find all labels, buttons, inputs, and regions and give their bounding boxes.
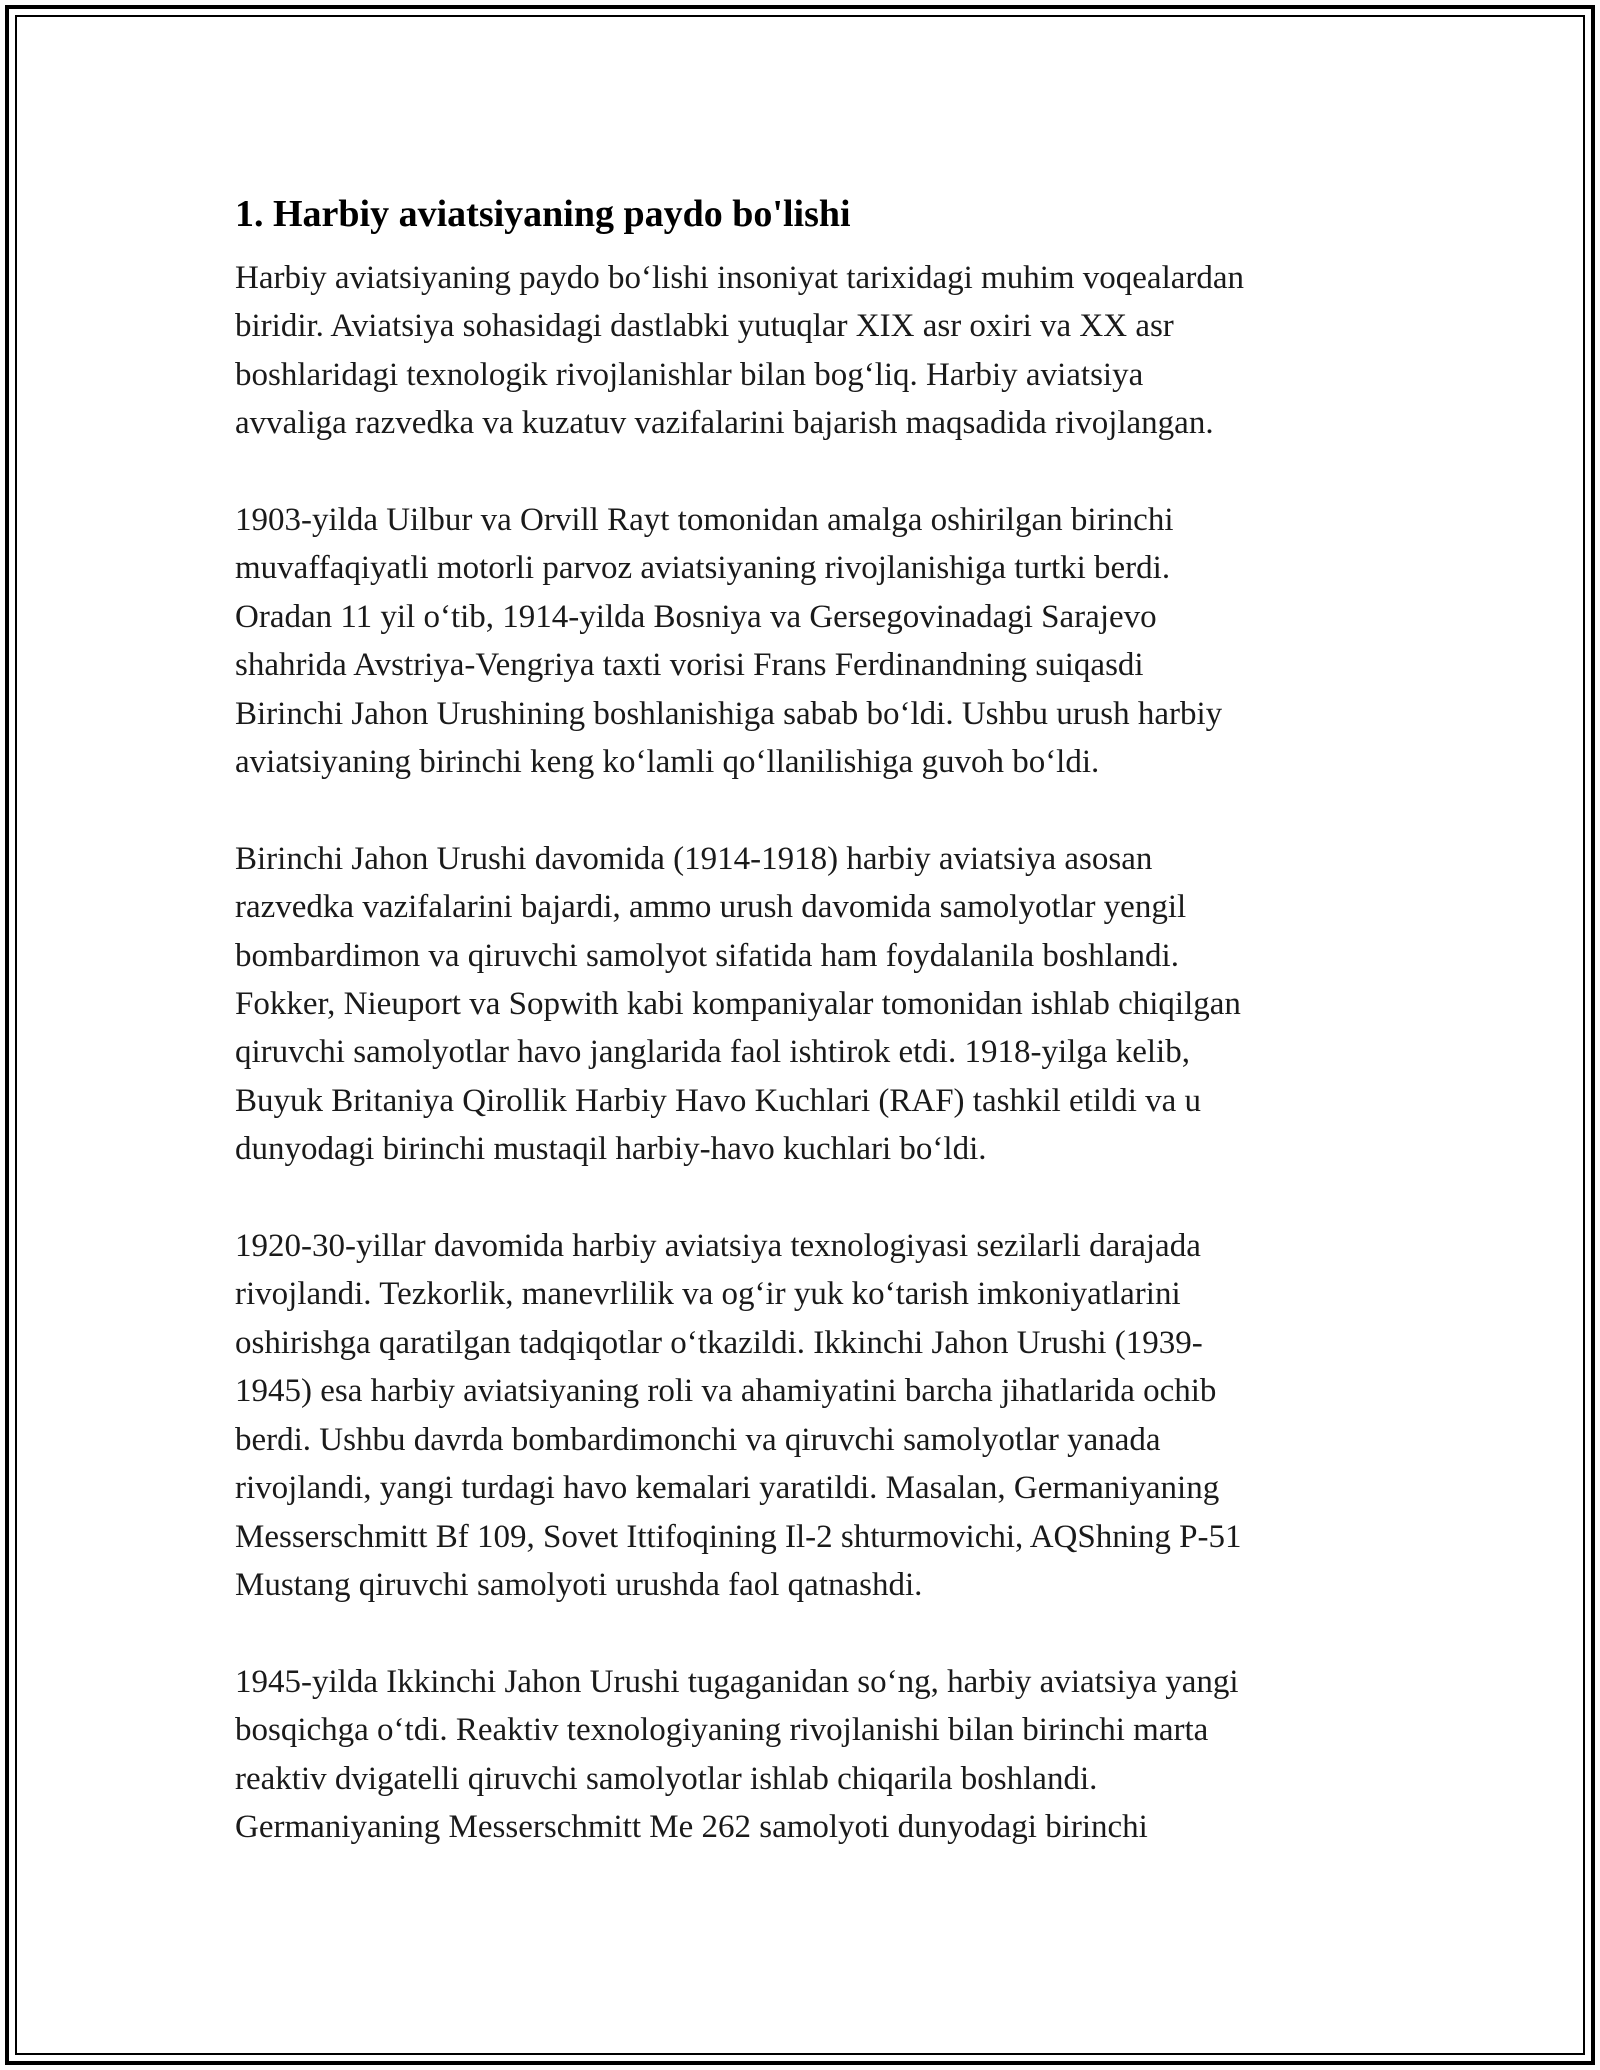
document-body bbox=[235, 186, 1365, 1900]
paragraph-5: 1945-yilda Ikkinchi Jahon Urushi tugaganidan so‘ng, harbiy aviatsiya yangi bosqichga o‘tdi. Reaktiv texnologiyaning rivojlanishi bilan birinchi marta reaktiv dvigatelli qiruvchi samolyotlar ishlab chiqarila boshlandi. Germaniyaning Messerschmitt Me 262 samolyoti dunyodagi birinchi bbox=[235, 1663, 1239, 1845]
section-heading: 1. Harbiy aviatsiyaning paydo bo'lishi bbox=[235, 193, 851, 235]
paragraph-4: 1920-30-yillar davomida harbiy aviatsiya texnologiyasi sezilarli darajada rivojlandi. Tezkorlik, manevrlilik va og‘ir yuk ko‘tarish imkoniyatlarini oshirishga qaratilgan tadqiqotlar o‘tkazildi. Ikkinchi Jahon Urushi (1939- 1945) esa harbiy aviatsiyaning roli va ahamiyatini barcha jihatlarida ochib berdi. Ushbu davrda bombardimonchi va qiruvchi samolyotlar yanada rivojlandi, yangi turdagi havo kemalari yaratildi. Masalan, Germaniyaning Messerschmitt Bf 109, Sovet Ittifoqining Il-2 shturmovichi, AQShning P-51 Mustang qiruvchi samolyoti urushda faol qatnashdi. bbox=[235, 1228, 1242, 1603]
paragraph-1: Harbiy aviatsiyaning paydo bo‘lishi insoniyat tarixidagi muhim voqealardan biridir. Aviatsiya sohasidagi dastlabki yutuqlar XIX asr oxiri va XX asr boshlaridagi texnologik rivojlanishlar bilan bog‘liq. Harbiy aviatsiya avvaliga razvedka va kuzatuv vazifalarini bajarish maqsadida rivojlangan. bbox=[235, 260, 1245, 442]
paragraph-3: Birinchi Jahon Urushi davomida (1914-1918) harbiy aviatsiya asosan razvedka vazifalarini bajardi, ammo urush davomida samolyotlar yengil bombardimon va qiruvchi samolyot sifatida ham foydalanila boshlandi. Fokker, Nieuport va Sopwith kabi kompaniyalar tomonidan ishlab chiqilgan qiruvchi samolyotlar havo janglarida faol ishtirok etdi. 1918-yilga kelib, Buyuk Britaniya Qirollik Harbiy Havo Kuchlari (RAF) tashkil etildi va u dunyodagi birinchi mustaqil harbiy-havo kuchlari bo‘ldi. bbox=[235, 840, 1241, 1168]
paragraph-2: 1903-yilda Uilbur va Orvill Rayt tomonidan amalga oshirilgan birinchi muvaffaqiyatli motorli parvoz aviatsiyaning rivojlanishiga turtki berdi. Oradan 11 yil o‘tib, 1914-yilda Bosniya va Gersegovinadagi Sarajevo shahrida Avstriya-Vengriya taxti vorisi Frans Ferdinandning suiqasdi Birinchi Jahon Urushining boshlanishiga sabab bo‘ldi. Ushbu urush harbiy aviatsiyaning birinchi keng ko‘lamli qo‘llanilishiga guvoh bo‘ldi. bbox=[235, 502, 1223, 781]
